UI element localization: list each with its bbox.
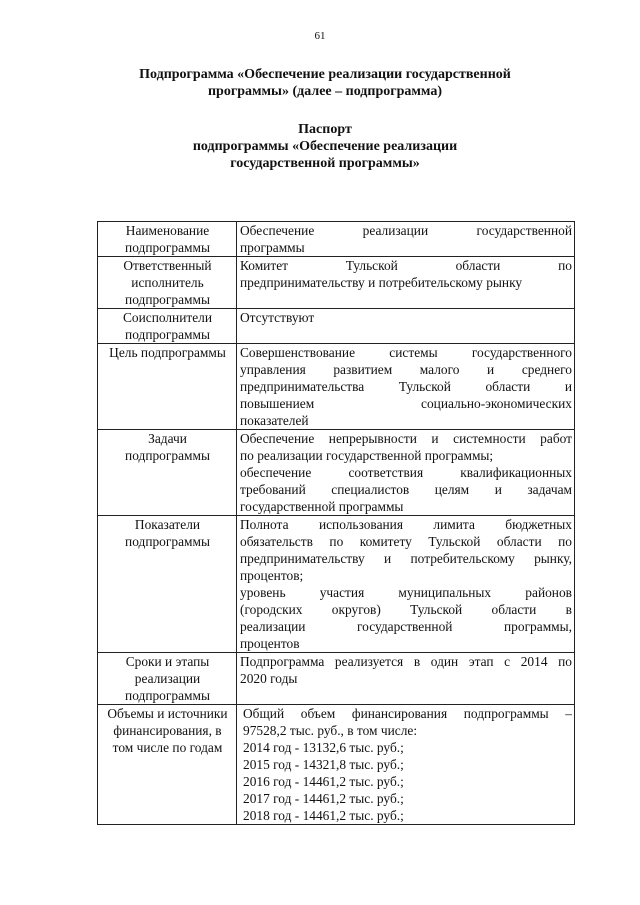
table-row [98, 344, 575, 430]
row-label-line: Наименование [125, 223, 210, 238]
passport-title-line: государственной программы» [230, 156, 420, 171]
row-label-cell [98, 309, 237, 344]
row-label-line: Ответственный [123, 258, 212, 273]
row-value-line: 2014 год - 13132,6 тыс. руб.; [243, 740, 404, 755]
table-row [98, 430, 575, 516]
passport-title-line: подпрограммы «Обеспечение реализации [192, 139, 458, 154]
passport-title-line: Паспорт [298, 122, 352, 137]
row-label-line: подпрограммы [125, 292, 210, 307]
row-label-line: Соисполнители [122, 310, 213, 325]
row-label-cell [98, 222, 237, 257]
table-row [98, 309, 575, 344]
row-value-line: 2017 год - 14461,2 тыс. руб.; [243, 791, 404, 806]
passport-table [97, 221, 575, 825]
row-label-line: финансирования, в [113, 723, 222, 738]
row-label-cell [98, 705, 237, 825]
row-value-line: показателей [240, 413, 309, 428]
row-label-line: Показатели [134, 517, 201, 532]
row-value-line: (городских округов) Тульской области в [240, 602, 572, 617]
row-label-line: подпрограммы [125, 240, 210, 255]
row-value-cell [237, 309, 575, 344]
row-label-line: подпрограммы [125, 688, 210, 703]
row-value-line: по реализации государственной программы; [240, 448, 494, 463]
row-value-cell [237, 222, 575, 257]
row-value-line: Совершенствование системы государственного [240, 345, 572, 360]
row-label-cell [98, 516, 237, 653]
row-value-line: Обеспечение непрерывности и системности работ [240, 431, 572, 446]
row-value-line: 2016 год - 14461,2 тыс. руб.; [243, 774, 404, 789]
row-label-cell [98, 257, 237, 309]
row-value-line: 97528,2 тыс. руб., в том числе: [243, 723, 418, 738]
row-label-line: реализации [134, 671, 201, 686]
row-value-line: Отсутствуют [240, 310, 315, 325]
row-label-line: подпрограммы [125, 448, 210, 463]
table-row [98, 257, 575, 309]
row-value-line: 2020 годы [240, 671, 298, 686]
table-row [98, 705, 575, 825]
row-value-cell [237, 344, 575, 430]
row-value-cell [237, 705, 575, 825]
page-number: 61 [314, 30, 326, 42]
row-value-line: процентов; [240, 568, 304, 583]
passport-title [60, 121, 590, 172]
row-label-line: Задачи [148, 431, 187, 446]
row-value-cell [237, 516, 575, 653]
table-row [98, 653, 575, 705]
row-value-cell [237, 653, 575, 705]
row-value-line: обеспечение соответствия квалификационных [240, 465, 572, 480]
row-value-line: Комитет Тульской области по [240, 258, 572, 273]
row-value-line: Общий объем финансирования подпрограммы – [243, 706, 572, 721]
row-value-line: уровень участия муниципальных районов [240, 585, 572, 600]
row-label-line: Цель подпрограммы [109, 345, 226, 360]
row-value-line: государственной программы [240, 499, 404, 514]
row-value-line: управления развитием малого и среднего [240, 362, 572, 377]
row-label-line: подпрограммы [125, 327, 210, 342]
row-label-line: исполнитель [131, 275, 204, 290]
row-label-cell [98, 344, 237, 430]
row-label-line: том числе по годам [112, 740, 223, 755]
row-value-line: Подпрограмма реализуется в один этап с 2014 по [240, 654, 572, 669]
row-value-line: требований специалистов целям и задачам [240, 482, 572, 497]
row-value-line: программы [240, 240, 305, 255]
row-value-line: процентов [240, 636, 300, 651]
row-label-cell [98, 653, 237, 705]
row-value-line: Полнота использования лимита бюджетных [240, 517, 572, 532]
row-value-cell [237, 430, 575, 516]
table-row [98, 222, 575, 257]
row-label-line: Объемы и источники [107, 706, 228, 721]
subprogram-heading-line: программы» (далее – подпрограмма) [207, 84, 443, 99]
row-value-line: предпринимательству и потребительскому рынку, [240, 551, 572, 566]
row-value-cell [237, 257, 575, 309]
row-label-line: подпрограммы [125, 534, 210, 549]
row-label-cell [98, 430, 237, 516]
row-value-line: предпринимательства Тульской области и [240, 379, 572, 394]
row-value-line: 2018 год - 14461,2 тыс. руб.; [243, 808, 404, 823]
row-value-line: 2015 год - 14321,8 тыс. руб.; [243, 757, 404, 772]
table-row [98, 516, 575, 653]
row-label-line: Сроки и этапы [125, 654, 210, 669]
subprogram-heading [60, 66, 590, 100]
row-value-line: предпринимательству и потребительскому рынку [240, 275, 523, 290]
subprogram-heading-line: Подпрограмма «Обеспечение реализации государственной [139, 67, 511, 82]
row-value-line: обязательств по комитету Тульской области по [240, 534, 572, 549]
row-value-line: Обеспечение реализации государственной [240, 223, 572, 238]
row-value-line: реализации государственной программы, [240, 619, 572, 634]
row-value-line: повышением социально-экономических [240, 396, 572, 411]
